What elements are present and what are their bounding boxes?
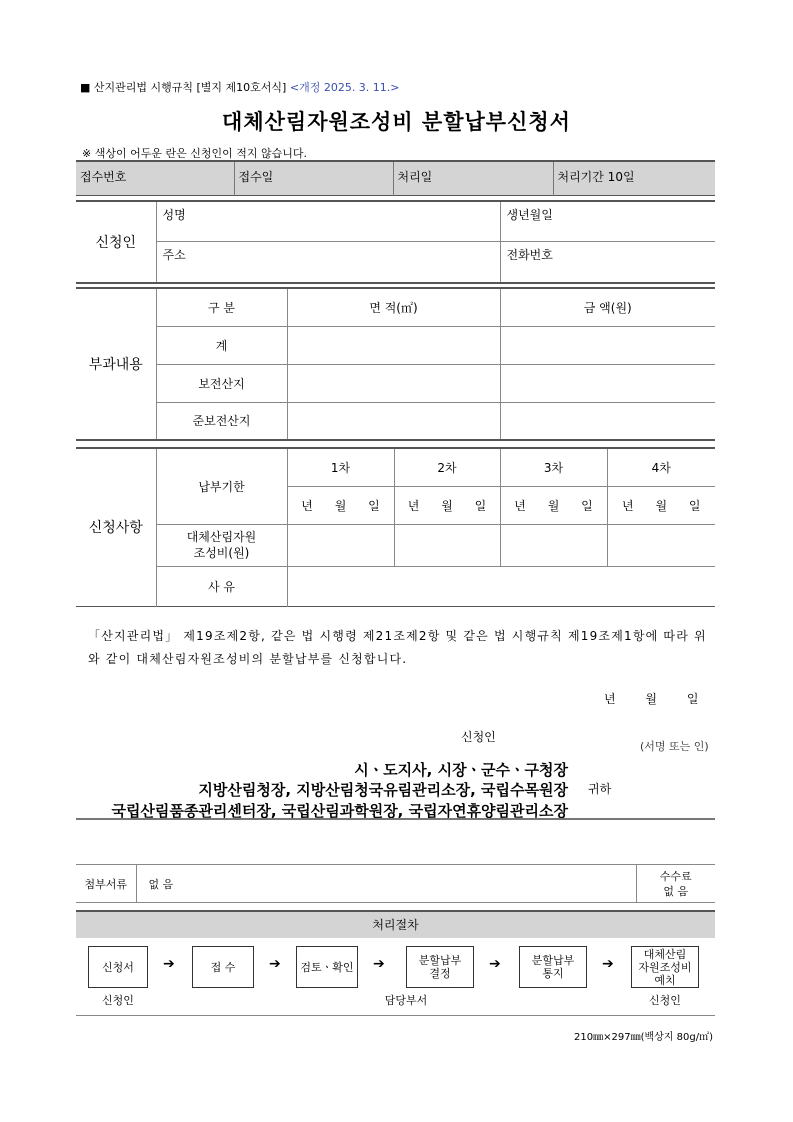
address-field[interactable]: 주소 (156, 241, 500, 283)
levy-header-category: 구 분 (156, 288, 287, 326)
arrow-icon: ➔ (602, 956, 614, 972)
levy-header-area: 면 적(㎡) (287, 288, 500, 326)
attachments-label: 첨부서류 (76, 865, 136, 903)
addressee-suffix: 귀하 (588, 782, 612, 796)
applicant-table (76, 200, 715, 284)
phone-field[interactable]: 전화번호 (500, 241, 715, 283)
arrow-icon: ➔ (163, 956, 175, 972)
cost-label-line2: 조성비(원) (193, 546, 250, 560)
step-notice: 분할납부 통지 (519, 946, 587, 988)
request-table (76, 447, 715, 607)
receipt-number-field: 접수번호 (76, 161, 234, 195)
revision-date: <개정 2025. 3. 11.> (289, 81, 400, 94)
installment-3-date[interactable]: 년 월 일 (500, 486, 607, 524)
divider (76, 818, 715, 820)
paper-spec: 210㎜×297㎜(백상지 80g/㎡) (574, 1032, 713, 1043)
levy-row-semi-conservation: 준보전산지 (156, 402, 287, 440)
arrow-icon: ➔ (373, 956, 385, 972)
levy-conservation-amount-cell[interactable] (500, 364, 715, 402)
levy-header-amount: 금 액(원) (500, 288, 715, 326)
installment-2-cost-cell[interactable] (394, 524, 500, 566)
applicant-signature-label: 신청인 (461, 730, 496, 744)
addressee-line-3: 국립산림품종관리센터장, 국립산림과학원장, 국립자연휴양림관리소장 (111, 802, 568, 820)
fee-cell (636, 865, 715, 903)
receipt-table (76, 160, 715, 196)
step-deposit: 대체산림 자원조성비 예치 (631, 946, 699, 988)
name-field[interactable]: 성명 (156, 201, 500, 241)
form-title: 대체산림자원조성비 분할납부신청서 (222, 110, 571, 134)
installment-4-cost-cell[interactable] (607, 524, 715, 566)
levy-conservation-area-cell[interactable] (287, 364, 500, 402)
installment-2-date[interactable]: 년 월 일 (394, 486, 500, 524)
procedure-title: 처리절차 (76, 910, 715, 938)
installment-1-date[interactable]: 년 월 일 (287, 486, 394, 524)
arrow-icon: ➔ (269, 956, 281, 972)
receipt-date-field: 접수일 (234, 161, 393, 195)
installment-4-date[interactable]: 년 월 일 (607, 486, 715, 524)
application-statement: 「산지관리법」 제19조제2항, 같은 법 시행령 제21조제2항 및 같은 법 시행규칙 제19조제1항에 따라 위와 같이 대체산림자원조성비의 분할납부를 신청합니다. (88, 629, 707, 666)
deadline-label: 납부기한 (156, 448, 287, 524)
application-date[interactable]: 년 월 일 (604, 692, 699, 706)
attachments-table (76, 864, 715, 903)
levy-section-label: 부과내용 (88, 357, 143, 373)
addressee-line-2: 지방산림청장, 지방산림청국유림관리소장, 국립수목원장 (198, 781, 568, 799)
levy-row-conservation: 보전산지 (156, 364, 287, 402)
step-decision: 분할납부 결정 (406, 946, 474, 988)
actor-department: 담당부서 (384, 994, 428, 1007)
birth-date-field[interactable]: 생년월일 (506, 208, 553, 222)
installment-3-label: 3차 (500, 448, 607, 486)
installment-1-cost-cell[interactable] (287, 524, 394, 566)
cost-label (156, 524, 287, 566)
applicant-section-label: 신청인 (76, 201, 156, 283)
actor-applicant-final: 신청인 (649, 994, 681, 1007)
request-section-label: 신청사항 (88, 520, 143, 537)
levy-semi-amount-cell[interactable] (500, 402, 715, 440)
shaded-note: ※ 색상이 어두운 란은 신청인이 적지 않습니다. (82, 147, 307, 160)
fee-value: 없 음 (663, 884, 689, 898)
installment-2-label: 2차 (394, 448, 500, 486)
levy-row-total: 계 (156, 326, 287, 364)
installment-1-label: 1차 (287, 448, 394, 486)
cost-label-line1: 대체산림자원 (186, 530, 257, 544)
attachments-value: 없 음 (148, 877, 174, 891)
procedure-flow (76, 938, 715, 1016)
fee-label: 수수료 (659, 869, 692, 883)
installment-4-label: 4차 (607, 448, 715, 486)
process-period-field: 처리기간 10일 (557, 170, 635, 184)
levy-total-area-cell[interactable] (287, 326, 500, 364)
installment-3-cost-cell[interactable] (500, 524, 607, 566)
levy-semi-area-cell[interactable] (287, 402, 500, 440)
process-date-field: 처리일 (393, 161, 553, 195)
arrow-icon: ➔ (489, 956, 501, 972)
step-receipt: 접 수 (192, 946, 254, 988)
actor-applicant: 신청인 (102, 994, 134, 1007)
reason-label: 사 유 (156, 566, 287, 606)
form-header (80, 79, 400, 95)
law-reference: ■ 산지관리법 시행규칙 [별지 제10호서식] (80, 81, 287, 94)
reason-field[interactable] (287, 566, 715, 606)
levy-total-amount-cell[interactable] (500, 326, 715, 364)
addressee-line-1: 시ㆍ도지사, 시장ㆍ군수ㆍ구청장 (354, 761, 568, 779)
levy-table (76, 287, 715, 441)
step-application: 신청서 (88, 946, 148, 988)
step-review: 검토ㆍ확인 (296, 946, 358, 988)
signature-hint: (서명 또는 인) (640, 740, 709, 753)
